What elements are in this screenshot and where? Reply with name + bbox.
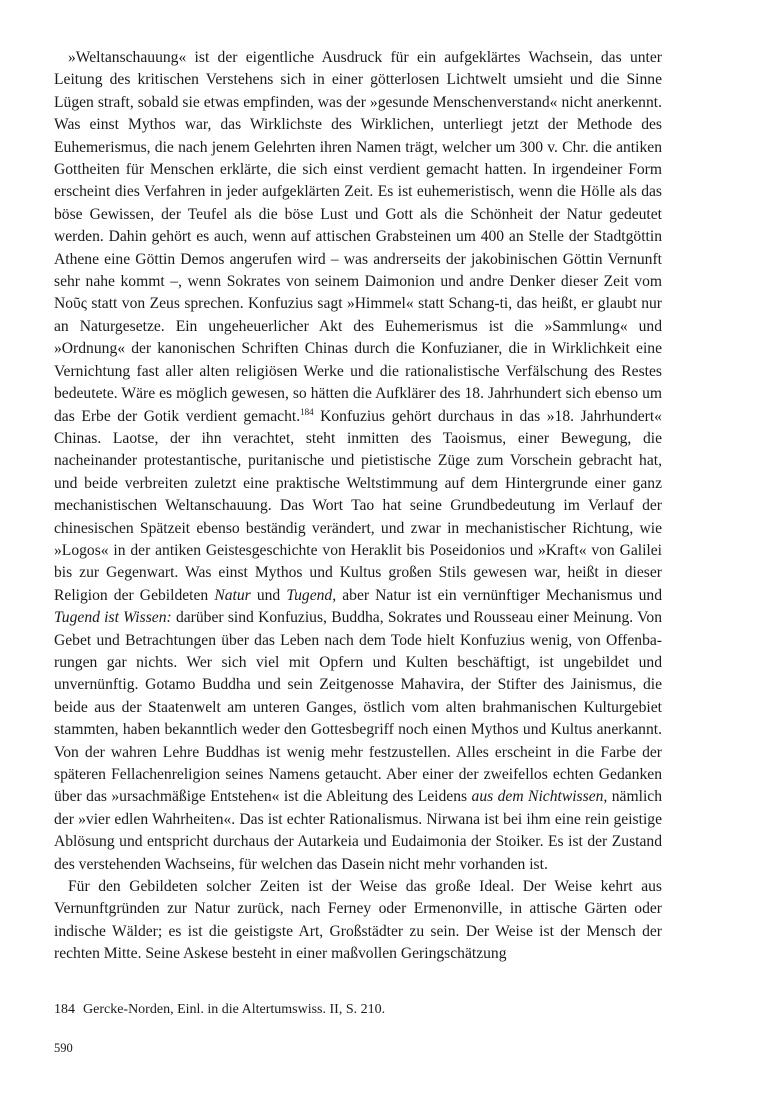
page-body [54, 47, 662, 966]
text-run: Konfuzius gehört durchaus in das »18. Jahrhundert« Chinas. Laotse, der ihn verachtet, steht inmitten des Taoismus, einer Bewegung, die nacheinander protestantische, puritanische und pietistische Züge zum Vorschein gebracht hat, und beide verbreiten zuletzt eine praktische Weltstimmung auf dem Hintergrunde einer ganz mechanistischen Weltanschauung. Das Wort Tao hat seine Grundbedeutung im Verlauf der chinesischen Spätzeit ebenso beständig verändert, und zwar in mechanistischer Richtung, wie »Logos« in der antiken Geistesgeschichte von Heraklit bis Poseidonios und »Kraft« von Galilei bis zur Gegenwart. Was einst Mythos und Kultus großen Stils gewesen war, heißt in dieser Religion der Gebildeten [54, 407, 662, 604]
page-number: 590 [54, 1041, 73, 1055]
footnote-number: 184 [54, 1002, 75, 1017]
text-run: darüber sind Konfuzius, Buddha, Sokrates und Rousseau einer Meinung. Von Gebet und Betrachtungen über das Leben nach dem Tode hielt Konfuzius wenig, von Offenbarungen gar nichts. Wer sich viel mit Opfern und Kulten beschäftigt, ist ungebildet und unvernünftig. Gotamo Buddha und sein Zeitgenosse Mahavira, der Stifter des Jainismus, die beide aus der Staatenwelt am unteren Ganges, östlich vom alten brahmanischen Kulturgebiet stammten, haben bekanntlich weder den Gottesbegriff noch einen Mythos und Kultus anerkannt. Von der wahren Lehre Buddhas ist wenig mehr festzustellen. Alles erscheint in die Farbe der späteren Fellachenreligion seines Namens getaucht. Aber einer der zweifellos echten Gedanken über das »ursachmäßige Entstehen« ist die Ableitung des Leidens [54, 609, 662, 806]
emphasized-text: Natur [214, 586, 251, 604]
emphasized-text: Tugend, [286, 586, 337, 604]
paragraph-2 [54, 876, 662, 966]
footnote [54, 1000, 662, 1020]
text-run: »Weltanschauung« ist der eigentliche Ausdruck für ein aufgeklärtes Wachsein, das unter Leitung des kritischen Verstehens sich in einer götterlosen Lichtwelt umsieht und die Sinne Lügen straft, sobald sie etwas empfinden, was der »gesunde Menschenverstand« nicht anerkennt. Was einst Mythos war, das Wirklichste des Wirklichen, unterliegt jetzt der Methode des Euhemerismus, die nach jenem Gelehrten ihren Namen trägt, welcher um 300 v. Chr. die antiken Gottheiten für Menschen erklärte, die sich einst verdient gemacht hatten. In irgendeiner Form erscheint dies Verfahren in jeder aufgeklärten Zeit. Es ist euhemeristisch, wenn die Hölle als das böse Gewissen, der Teufel als die böse Lust und Gott als die Schönheit der Natur gedeutet werden. Dahin gehört es auch, wenn auf attischen Grabsteinen um 400 an Stelle der Stadtgöttin Athene eine Göttin Demos angerufen wird – was andrerseits der jakobinischen Göttin Vernunft sehr nahe kommt –, wenn Sokrates von seinem Daimonion und andre Denker dieser Zeit vom Νοῦς statt von Zeus sprechen. Konfuzius sagt »Himmel« statt Schang-ti, das heißt, er glaubt nur an Naturgesetze. Ein ungeheuerlicher Akt des Euhemerismus ist die »Sammlung« und »Ordnung« der kanonischen Schriften Chinas durch die Konfuzianer, die in Wirklichkeit eine Vernichtung fast aller alten religiösen Werke und die rationalistische Verfälschung des Restes bedeutete. Wäre es möglich gewesen, so hätten die Aufklärer des 18. Jahrhundert sich ebenso um das Erbe der Gotik verdient gemacht. [54, 49, 662, 425]
text-run: aber Natur ist ein vernünftiger Mechanismus und [336, 586, 662, 604]
emphasized-text: aus dem Nichtwissen, [471, 788, 608, 806]
emphasized-text: Tugend ist Wissen: [54, 609, 172, 627]
paragraph-1 [54, 47, 662, 876]
text-run: nämlich der »vier edlen Wahrheiten«. Das ist echter Rationalismus. Nirwana ist bei ihm eine rein geistige Ablösung und entspricht durchaus der Autarkeia und Eudaimonia der Stoiker. Es ist der Zustand des verstehenden Wachseins, für welchen das Dasein nicht mehr vorhanden ist. [54, 788, 662, 873]
footnote-reference: 184 [300, 406, 314, 417]
text-run: und [250, 586, 287, 604]
footnote-text: Gercke-Norden, Einl. in die Altertumswiss. II, S. 210. [83, 1002, 386, 1017]
text-run: Für den Gebildeten solcher Zeiten ist der Weise das große Ideal. Der Weise kehrt aus Vernunftgründen zur Natur zurück, nach Ferney oder Ermenonville, in attische Gärten oder indische Wälder; es ist die geistigste Art, Großstädter zu sein. Der Weise ist der Mensch der rechten Mitte. Seine Askese besteht in einer maßvollen Geringschätzung [54, 878, 662, 963]
